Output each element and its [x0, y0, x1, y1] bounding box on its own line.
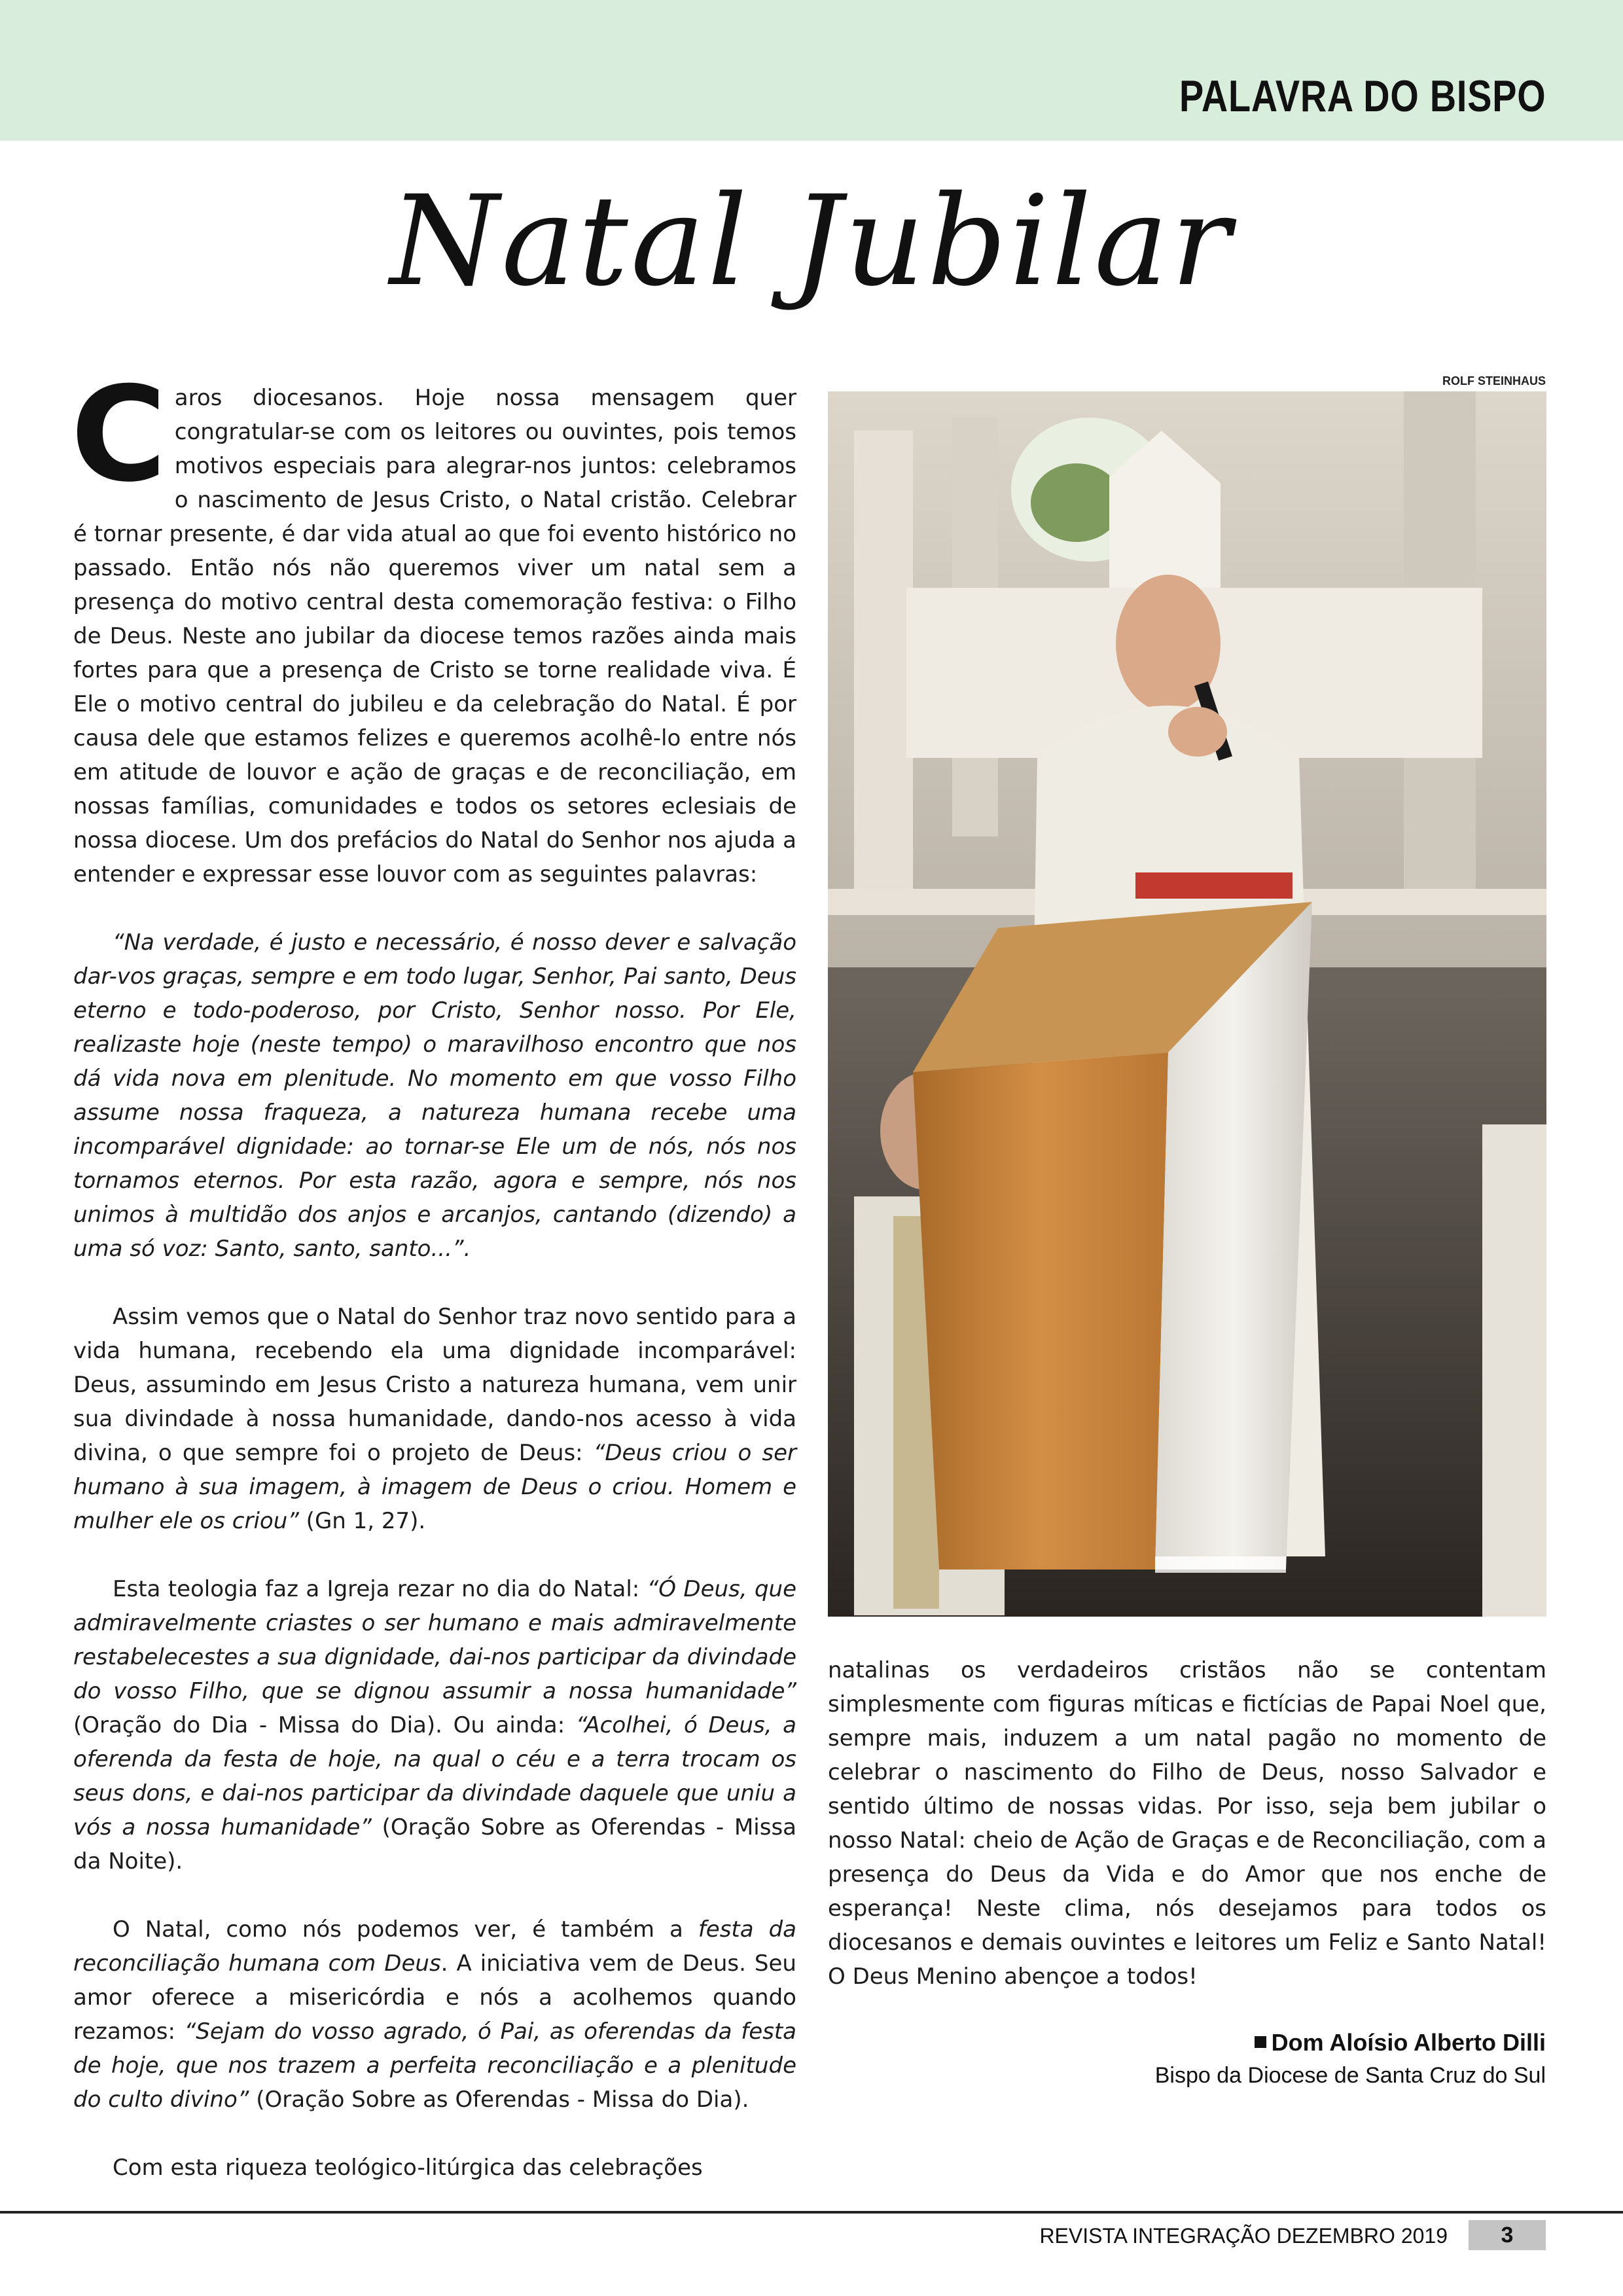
signature-role: Bispo da Diocese de Santa Cruz do Sul — [1154, 2063, 1546, 2088]
signature-name: Dom Aloísio Alberto Dilli — [1155, 2026, 1546, 2060]
preface-quote: “Na verdade, é justo e necessário, é nosso dever e salvação dar-vos graças, sempre e em todo lugar, Senhor, Pai santo, Deus eterno e todo-poderoso, por Cristo, Senhor nosso. Por Ele, realizaste hoje (neste tempo) o maravilhoso encontro que nos dá vida nova em plenitude. No momento em que vosso Filho assume nossa fraqueza, a natureza humana recebe uma incomparável dignidade: ao tornar-se Ele um de nós, nós nos tornamos eternos. Por esta razão, agora e sempre, nós nos unimos à multidão dos anjos e arcanjos, cantando (dizendo) a uma só voz: Santo, santo, santo...”. — [73, 929, 796, 1262]
bishop-photo — [828, 391, 1546, 1617]
bishop-photo-illustration — [828, 391, 1546, 1617]
article-title: Natal Jubilar — [389, 169, 1234, 314]
paragraph-reconciliation: O Natal, como nós podemos ver, é também a festa da reconciliação humana com Deus. A iniciativa vem de Deus. Seu amor oferece a misericórdia e nós a acolhemos quando rezamos: “Sejam do vosso agrado, ó Pai, as oferendas da festa de hoje, que nos trazem a perfeita reconciliação e a plenitude do culto divino” (Oração Sobre as Oferendas - Missa do Dia). — [73, 1916, 797, 2113]
page-number: 3 — [1469, 2220, 1546, 2250]
footer-publication: REVISTA INTEGRAÇÃO DEZEMBRO 2019 — [1039, 2224, 1448, 2248]
paragraph-dignity: Assim vemos que o Natal do Senhor traz novo sentido para a vida humana, recebendo ela uma dignidade incomparável: Deus, assumindo em Jesus Cristo a natureza humana, vem unir sua divindade à nossa humanidade, dando-nos acesso à vida divina, o que sempre foi o projeto de Deus: “Deus criou o ser humano à sua imagem, à imagem de Deus o criou. Homem e mulher ele os criou” (Gn 1, 27). — [73, 1304, 796, 1534]
square-bullet-icon — [1255, 2036, 1266, 2048]
article-column-right — [828, 1653, 1546, 1994]
paragraph-riches: Com esta riqueza teológico-litúrgica das celebrações — [113, 2155, 703, 2181]
article-column-left — [71, 359, 797, 2185]
paragraph-theology: Esta teologia faz a Igreja rezar no dia do Natal: “Ó Deus, que admiravelmente criastes o ser humano e mais admiravelmente restabelecestes a sua dignidade, dai-nos participar da divindade do vosso Filho, que se dignou assumir a nossa humanidade” (Oração do Dia - Missa do Dia). Ou ainda: “Acolhei, ó Deus, a oferenda da festa de hoje, na qual o céu e a terra trocam os seus dons, e dai-nos participar da divindade daquele que uniu a vós a nossa humanidade” (Oração Sobre as Oferendas - Missa da Noite). — [73, 1576, 797, 1874]
drop-cap: C — [71, 359, 167, 511]
paragraph-closing: natalinas os verdadeiros cristãos não se contentam simplesmente com figuras míticas e fictícias de Papai Noel que, sempre mais, induzem a um natal pagão no momento de celebrar o nascimento do Filho de Deus, nosso Salvador e sentido último de nossas vidas. Por isso, seja bem jubilar o nosso Natal: cheio de Ação de Graças e de Reconciliação, com a presença do Deus da Vida e do Amor que nos enche de esperança! Neste clima, nós desejamos para todos os diocesanos e demais ouvintes e leitores um Feliz e Santo Natal! O Deus Menino abençoe a todos! — [828, 1657, 1546, 1990]
section-label: PALAVRA DO BISPO — [1179, 71, 1546, 121]
photo-credit: ROLF STEINHAUS — [1442, 374, 1546, 387]
signature-block — [1155, 2026, 1546, 2091]
footer-rule — [0, 2211, 1623, 2214]
paragraph-intro: Caros diocesanos. Hoje nossa mensagem quer congratular-se com os leitores ou ouvintes, pois temos motivos especiais para alegrar-nos juntos: celebramos o nascimento de Jesus Cristo, o Natal cristão. Celebrar é tornar presente, é dar vida atual ao que foi evento histórico no passado. Então nós não queremos viver um natal sem a presença do motivo central desta comemoração festiva: o Filho de Deus. Neste ano jubilar da diocese temos razões ainda mais fortes para que a presença de Cristo se torne realidade viva. É Ele o motivo central do jubileu e da celebração do Natal. É por causa dele que estamos felizes e queremos acolhê-lo entre nós em atitude de louvor e ação de graças e de reconciliação, em nossas famílias, comunidades e todos os setores eclesiais de nossa diocese. Um dos prefácios do Natal do Senhor nos ajuda a entender e expressar esse louvor com as seguintes palavras: — [71, 359, 796, 888]
